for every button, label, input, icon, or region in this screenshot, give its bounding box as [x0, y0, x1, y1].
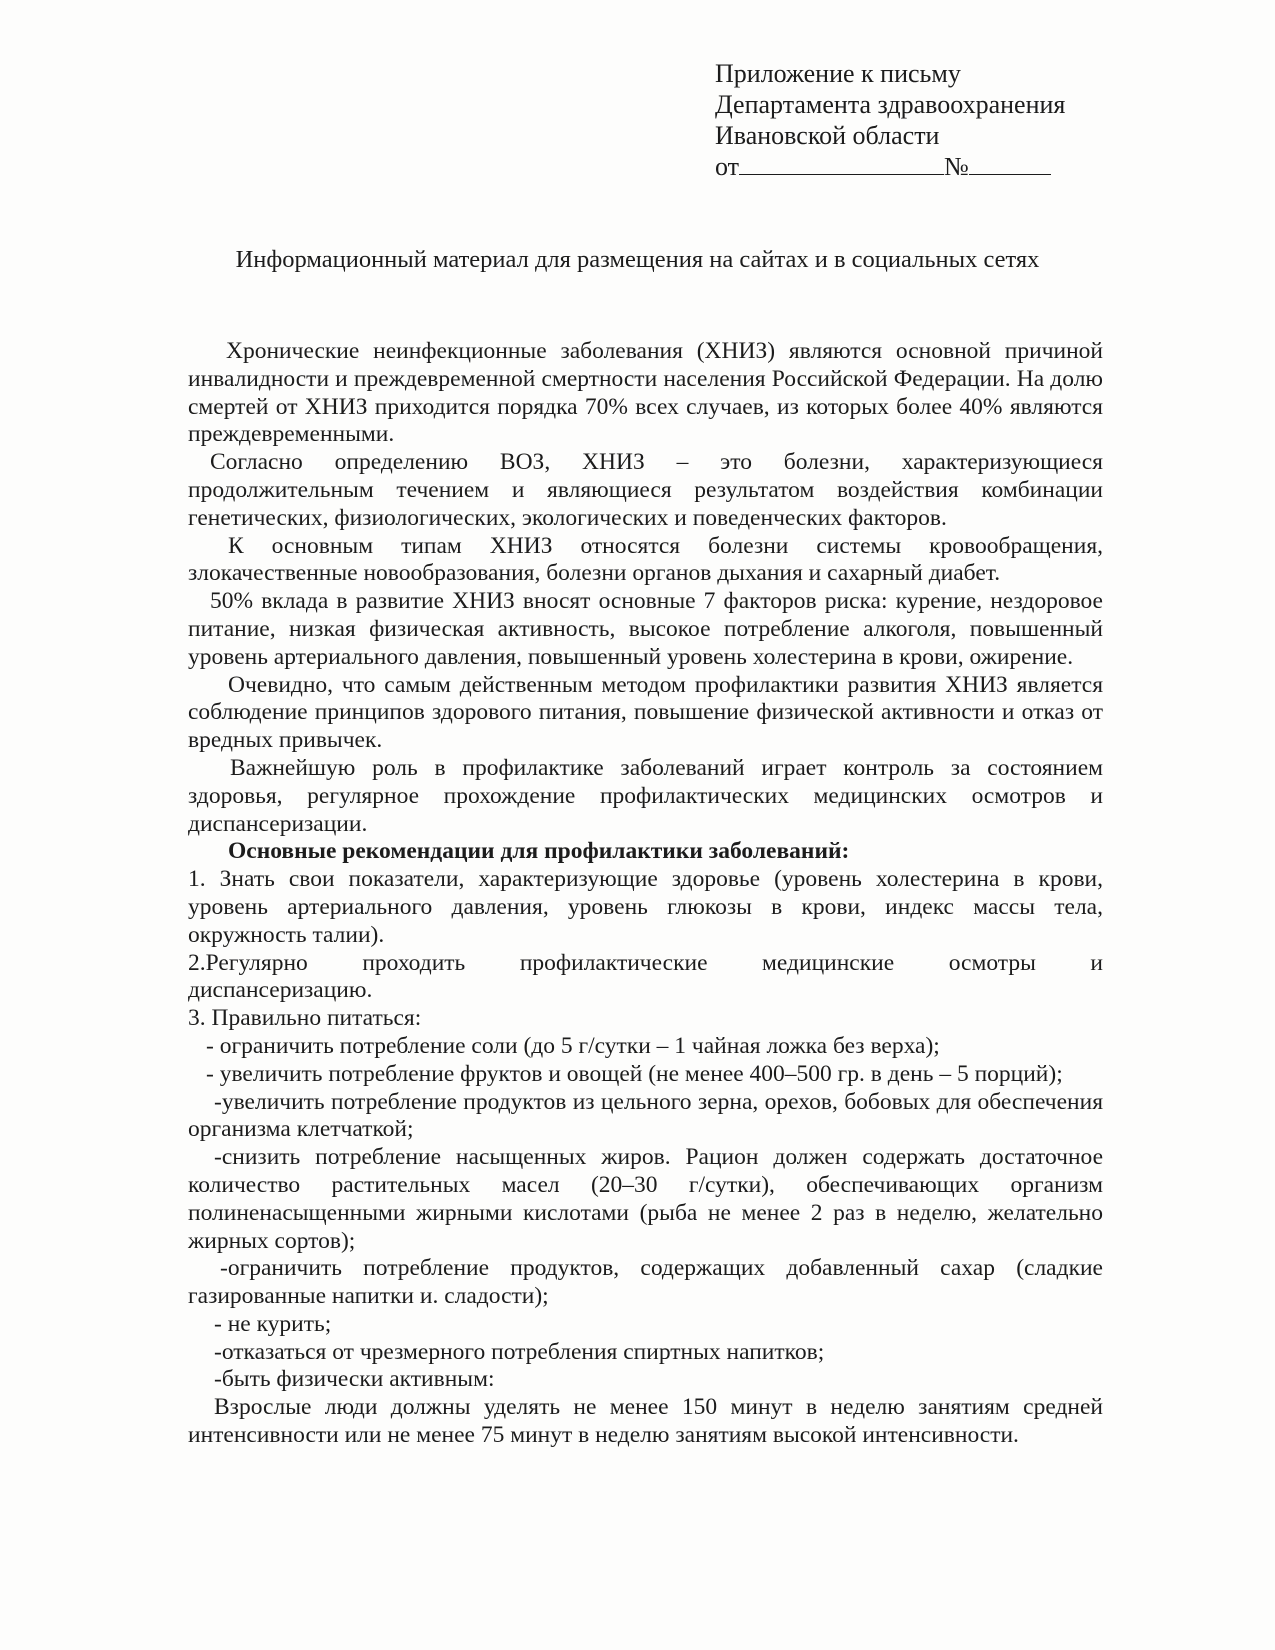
nutrition-sub-item: - не курить; [214, 1310, 332, 1337]
paragraph: Очевидно, что самым действенным методом профилактики развития ХНИЗ является соблюдение принципов здорового питания, повышение физической активности и отказ от вредных привычек. [188, 671, 1103, 754]
recommendations-heading: Основные рекомендации для профилактики заболеваний: [228, 838, 850, 865]
header-line-region: Ивановской области [715, 121, 940, 150]
appendix-header [715, 58, 1135, 182]
nutrition-sub-item: -быть физически активным: [214, 1366, 495, 1393]
header-line-department: Департамента здравоохранения [715, 90, 1066, 119]
recommendation-item: 3. Правильно питаться: [188, 1005, 422, 1032]
paragraph: К основным типам ХНИЗ относятся болезни системы кровообращения, злокачественные новообразования, болезни органов дыхания и сахарный диабет. [188, 532, 1103, 587]
nutrition-sub-item: -отказаться от чрезмерного потребления спиртных напитков; [214, 1338, 825, 1365]
paragraph: Хронические неинфекционные заболевания (ХНИЗ) являются основной причиной инвалидности и преждевременной смертности населения Российской Федерации. На долю смертей от ХНИЗ приходится порядка 70% всех случаев, из которых более 40% являются преждевременными. [188, 338, 1103, 448]
nutrition-sub-item: - ограничить потребление соли (до 5 г/сутки – 1 чайная ложка без верха); [206, 1032, 940, 1059]
nutrition-sub-item: - увеличить потребление фруктов и овощей (не менее 400–500 гр. в день – 5 порций); [206, 1060, 1063, 1087]
number-label: № [944, 152, 969, 181]
recommendation-item: 1. Знать свои показатели, характеризующие здоровье (уровень холестерина в крови, уровень артериального давления, уровень глюкозы в крови, индекс массы тела, окружность талии). [188, 866, 1103, 948]
header-line-appendix: Приложение к письму [715, 59, 961, 88]
paragraph: Важнейшую роль в профилактике заболеваний играет контроль за состоянием здоровья, регулярное прохождение профилактических медицинских осмотров и диспансеризации. [188, 754, 1103, 837]
nutrition-sub-item: -увеличить потребление продуктов из цельного зерна, орехов, бобовых для обеспечения организма клетчаткой; [188, 1088, 1103, 1143]
document-title: Информационный материал для размещения на сайтах и в социальных сетях [235, 246, 1040, 273]
activity-recommendation: Взрослые люди должны уделять не менее 150 минут в неделю занятиям средней интенсивности или не менее 75 минут в неделю занятиям высокой интенсивности. [188, 1394, 1103, 1449]
header-date-number-line [715, 151, 1135, 182]
nutrition-sub-item: -ограничить потребление продуктов, содержащих добавленный сахар (сладкие газированные напитки и. сладости); [188, 1255, 1103, 1310]
number-blank [969, 152, 1051, 175]
date-blank [739, 152, 944, 175]
paragraph: 50% вклада в развитие ХНИЗ вносят основные 7 факторов риска: курение, нездоровое питание, низкая физическая активность, высокое потребление алкоголя, повышенный уровень артериального давления, повышенный уровень холестерина в крови, ожирение. [188, 588, 1103, 670]
nutrition-sub-item: -снизить потребление насыщенных жиров. Рацион должен содержать достаточное количество растительных масел (20–30 г/сутки), обеспечивающих организм полиненасыщенными жирными кислотами (рыба не менее 2 раз в неделю, желательно жирных сортов); [188, 1144, 1103, 1254]
recommendation-item: 2.Регулярно проходить профилактические медицинские осмотры и [188, 949, 1103, 976]
from-label: от [715, 152, 740, 181]
paragraph: Согласно определению ВОЗ, ХНИЗ – это болезни, характеризующиеся продолжительным течением и являющиеся результатом воздействия комбинации генетических, физиологических, экологических и поведенческих факторов. [188, 449, 1103, 531]
document-body [188, 338, 1103, 1450]
recommendation-item-continued: диспансеризацию. [188, 977, 373, 1004]
